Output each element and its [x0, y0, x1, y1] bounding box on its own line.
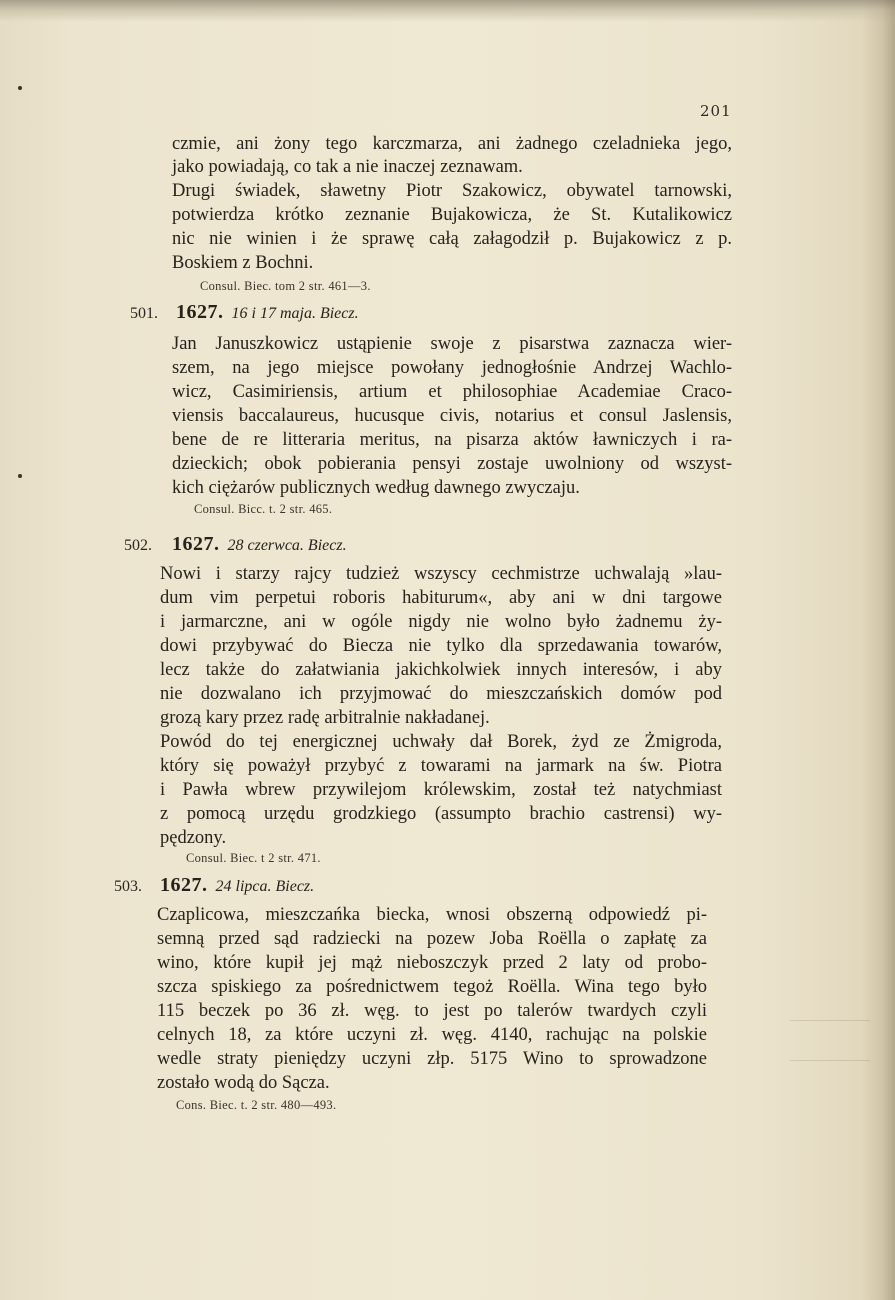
- text-line: wino, które kupił jej mąż nieboszczyk przed 2 laty od probo-: [157, 953, 707, 973]
- entry-number: 503.: [114, 878, 142, 895]
- entry-year: 1627.: [172, 533, 220, 555]
- text-line: i Pawła wbrew przywilejom królewskim, został też natychmiast: [160, 780, 722, 800]
- text-line: Drugi świadek, sławetny Piotr Szakowicz, obywatel tarnowski,: [172, 181, 732, 201]
- text-line: dzieckich; obok pobierania pensyi zostaje uwolniony od wszyst-: [172, 454, 732, 474]
- text-line: który się poważył przybyć z towarami na jarmark na św. Piotra: [160, 756, 722, 776]
- entry-heading: [176, 301, 359, 324]
- text-line: wedle straty pieniędzy uczyni złp. 5175 Wino to sprowadzone: [157, 1049, 707, 1069]
- entry-number: 501.: [130, 305, 158, 322]
- page-right-edge: [863, 0, 895, 1300]
- text-line: Nowi i starzy rajcy tudzież wszyscy cechmistrze uchwalają »lau-: [160, 564, 722, 584]
- text-line: semną przed sąd radziecki na pozew Joba Roëlla o zapłatę za: [157, 929, 707, 949]
- text-line: nic nie winien i że sprawę całą załagodził p. Bujakowicz z p.: [172, 229, 732, 249]
- entry-number: 502.: [124, 537, 152, 554]
- text-line: lecz także do załatwiania jakichkolwiek innych interesów, i aby: [160, 660, 722, 680]
- text-line: bene de re litteraria meritus, na pisarza aktów ławniczych i ra-: [172, 430, 732, 450]
- entry-date: 28 czerwca. Biecz.: [227, 537, 347, 554]
- bleed-through-line: [790, 1060, 870, 1061]
- entry-date: 24 lipca. Biecz.: [215, 878, 315, 895]
- text-line: wicz, Casimiriensis, artium et philosophiae Academiae Craco-: [172, 382, 732, 402]
- text-line: celnych 18, za które uczyni zł. węg. 4140, rachując na polskie: [157, 1025, 707, 1045]
- page-number: 201: [700, 102, 732, 120]
- entry-date: 16 i 17 maja. Biecz.: [231, 305, 359, 322]
- text-line: dum vim perpetui roboris habiturum«, aby ani w dni targowe: [160, 588, 722, 608]
- text-line: szem, na jego miejsce powołany jednogłośnie Andrzej Wachlo-: [172, 358, 732, 378]
- source-reference: Consul. Bicc. t. 2 str. 465.: [194, 502, 333, 516]
- text-line: z pomocą urzędu grodzkiego (assumpto brachio castrensi) wy-: [160, 804, 722, 824]
- entry-heading: [160, 874, 314, 897]
- text-line: szcza spiskiego za pośrednictwem tegoż Roëlla. Wina tego było: [157, 977, 707, 997]
- bleed-through-line: [790, 1020, 870, 1021]
- text-line: potwierdza krótko zeznanie Bujakowicza, że St. Kutalikowicz: [172, 205, 732, 225]
- entry-year: 1627.: [176, 301, 224, 323]
- source-reference: Consul. Biec. t 2 str. 471.: [186, 851, 321, 865]
- entry-heading: [172, 533, 347, 556]
- binding-mark: [18, 86, 22, 90]
- text-line: nie dozwalano ich przyjmować do mieszczańskich domów pod: [160, 684, 722, 704]
- text-line: Jan Januszkowicz ustąpienie swoje z pisarstwa zaznacza wier-: [172, 334, 732, 354]
- text-line: czmie, ani żony tego karczmarza, ani żadnego czeladnieka jego,: [172, 134, 732, 154]
- text-line: 115 beczek po 36 zł. węg. to jest po talerów twardych czyli: [157, 1001, 707, 1021]
- text-line: grozą kary przez radę arbitralnie nakładanej.: [160, 708, 490, 728]
- text-line: jako powiadają, co tak a nie inaczej zeznawam.: [172, 157, 523, 177]
- text-line: kich ciężarów publicznych według dawnego zwyczaju.: [172, 478, 580, 498]
- source-reference: Cons. Biec. t. 2 str. 480—493.: [176, 1098, 337, 1112]
- text-line: Czaplicowa, mieszczańka biecka, wnosi obszerną odpowiedź pi-: [157, 905, 707, 925]
- text-line: Powód do tej energicznej uchwały dał Borek, żyd ze Żmigroda,: [160, 732, 722, 752]
- binding-mark: [18, 474, 22, 478]
- text-line: zostało wodą do Sącza.: [157, 1073, 330, 1093]
- text-line: viensis baccalaureus, hucusque civis, notarius et consul Jaslensis,: [172, 406, 732, 426]
- source-reference: Consul. Biec. tom 2 str. 461—3.: [200, 279, 371, 293]
- text-line: dowi przybywać do Biecza nie tylko dla sprzedawania towarów,: [160, 636, 722, 656]
- entry-year: 1627.: [160, 874, 208, 896]
- page-top-shadow: [0, 0, 895, 22]
- text-line: Boskiem z Bochni.: [172, 253, 314, 273]
- text-line: pędzony.: [160, 828, 227, 848]
- text-line: i jarmarczne, ani w ogóle nigdy nie wolno było żadnemu ży-: [160, 612, 722, 632]
